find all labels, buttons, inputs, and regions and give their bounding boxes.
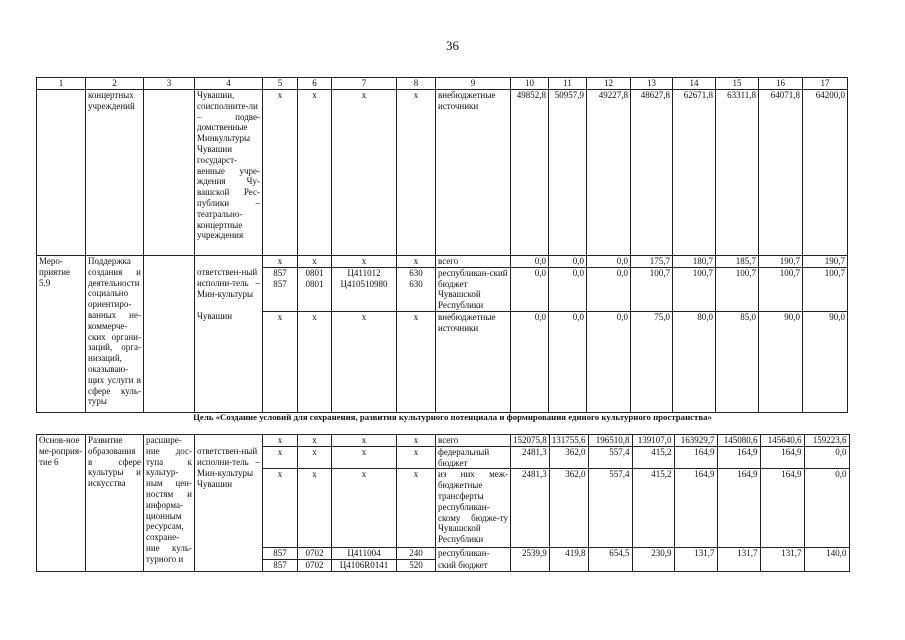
cell-value: 90,0 xyxy=(803,311,848,412)
cell-value: 50957,9 xyxy=(549,90,587,256)
cell-source: республикан- xyxy=(436,548,511,560)
cell-source: всего xyxy=(436,435,511,447)
vr-line: 630 xyxy=(409,278,423,289)
cell-rzpr: 0702 xyxy=(298,560,332,572)
cell-source: федеральный бюджет xyxy=(436,446,511,469)
cell-value: 100,7 xyxy=(759,267,803,311)
cell-value: 415,2 xyxy=(632,446,674,469)
cell-value: 90,0 xyxy=(759,311,803,412)
cell-value: 2481,3 xyxy=(511,469,550,548)
col-num-12: 12 xyxy=(587,78,631,90)
table-row xyxy=(37,90,848,256)
cell-vr: x xyxy=(397,256,436,268)
cell-value: 2539,9 xyxy=(511,548,550,572)
cell-goal: расшире-ние дос-тупа к культур-ным цен-ностям и информа-ционным ресурсам, сохране-ние куль-турного и xyxy=(144,435,195,572)
col-num-3: 3 xyxy=(144,78,195,90)
cell-grbs xyxy=(263,267,298,311)
cell-source: внебюджетные источники xyxy=(436,311,511,412)
cell-grbs: x xyxy=(263,311,298,412)
grbs-line: 857 xyxy=(273,267,287,278)
cell-grbs: x xyxy=(263,256,298,268)
cell-csr: x xyxy=(332,469,397,548)
cell-vr: x xyxy=(397,469,436,548)
cell-value: 75,0 xyxy=(631,311,673,412)
cell-source: внебюджетные источники xyxy=(436,90,511,256)
cell-value: 415,2 xyxy=(632,469,674,548)
cell-source: всего xyxy=(436,256,511,268)
cell-value: 100,7 xyxy=(803,267,848,311)
cell-grbs: 857 xyxy=(263,560,298,572)
cell-value: 230,9 xyxy=(632,548,674,572)
cell-grbs: 857 xyxy=(263,548,298,560)
cell-value: 48627,8 xyxy=(631,90,673,256)
cell-value: 0,0 xyxy=(511,311,549,412)
cell-value: 654,5 xyxy=(588,548,632,572)
col-num-11: 11 xyxy=(549,78,587,90)
cell-rzpr: x xyxy=(298,435,332,447)
budget-table-lower xyxy=(36,434,850,572)
cell-source: республикан-ский бюджет Чувашской Республики xyxy=(436,267,511,311)
page-number: 36 xyxy=(446,38,459,53)
cell-responsible xyxy=(195,256,263,268)
cell-value: 557,4 xyxy=(588,446,632,469)
cell-value: 152075,8 xyxy=(511,435,550,447)
cell-csr xyxy=(332,267,397,311)
cell-value: 419,8 xyxy=(549,548,588,572)
cell-value: 131,7 xyxy=(717,548,760,572)
cell-value: 190,7 xyxy=(803,256,848,268)
cell-csr: x xyxy=(332,256,397,268)
cell-value: 0,0 xyxy=(587,311,631,412)
cell-csr: x xyxy=(332,435,397,447)
cell-value: 0,0 xyxy=(804,469,849,548)
cell-value: 190,7 xyxy=(759,256,803,268)
col-num-17: 17 xyxy=(803,78,848,90)
cell-value: 164,9 xyxy=(674,446,717,469)
cell-vr: x xyxy=(397,435,436,447)
csr-line: Ц410510980 xyxy=(340,278,388,289)
cell-value: 64200,0 xyxy=(803,90,848,256)
col-num-15: 15 xyxy=(716,78,759,90)
cell-value: 0,0 xyxy=(511,267,549,311)
cell-goal xyxy=(144,90,195,256)
cell-responsible: ответствен-ный исполни-тель – Мин-культуры xyxy=(195,267,263,311)
cell-value: 100,7 xyxy=(716,267,759,311)
cell-value: 145640,6 xyxy=(760,435,804,447)
col-num-10: 10 xyxy=(511,78,549,90)
cell-value: 100,7 xyxy=(673,267,716,311)
grbs-line: 857 xyxy=(273,278,287,289)
cell-responsible: ответствен-ный исполни-тель – Мин-культуры Чувашии xyxy=(195,446,263,571)
cell-vr xyxy=(397,267,436,311)
cell-rzpr: x xyxy=(298,256,332,268)
cell-value: 164,9 xyxy=(717,446,760,469)
cell-csr: x xyxy=(332,311,397,412)
cell-value: 159223,6 xyxy=(804,435,849,447)
col-num-4: 4 xyxy=(195,78,263,90)
cell-value: 164,9 xyxy=(674,469,717,548)
cell-value: 80,0 xyxy=(673,311,716,412)
cell-value: 180,7 xyxy=(673,256,716,268)
cell-rzpr: x xyxy=(298,90,332,256)
cell-grbs: x xyxy=(263,469,298,548)
cell-value: 131755,6 xyxy=(549,435,588,447)
cell-value: 139107,0 xyxy=(632,435,674,447)
cell-value: 164,9 xyxy=(760,446,804,469)
table-row xyxy=(37,435,850,447)
cell-value: 131,7 xyxy=(760,548,804,572)
cell-value: 85,0 xyxy=(716,311,759,412)
cell-value: 362,0 xyxy=(549,469,588,548)
cell-rzpr: x xyxy=(298,446,332,469)
cell-vr: x xyxy=(397,311,436,412)
col-num-1: 1 xyxy=(37,78,86,90)
cell-vr: 240 xyxy=(397,548,436,560)
cell-value: 163929,7 xyxy=(674,435,717,447)
cell-grbs: x xyxy=(263,90,298,256)
cell-value: 0,0 xyxy=(549,311,587,412)
cell-value: 185,7 xyxy=(716,256,759,268)
cell-rzpr: x xyxy=(298,469,332,548)
cell-value: 0,0 xyxy=(511,256,549,268)
cell-goal xyxy=(144,256,195,413)
col-num-2: 2 xyxy=(86,78,144,90)
cell-value: 49852,8 xyxy=(511,90,549,256)
cell-kind: Основ-ное ме-роприя-тие 6 xyxy=(37,435,86,572)
cell-value: 2481,3 xyxy=(511,446,550,469)
header-row xyxy=(37,78,848,90)
cell-value: 64071,8 xyxy=(759,90,803,256)
cell-rzpr xyxy=(298,267,332,311)
cell-csr: x xyxy=(332,446,397,469)
cell-grbs: x xyxy=(263,446,298,469)
rzpr-line: 0801 xyxy=(305,267,324,278)
cell-vr: x xyxy=(397,446,436,469)
cell-value: 0,0 xyxy=(549,256,587,268)
cell-vr: 520 xyxy=(397,560,436,572)
cell-name: концертных учреждений xyxy=(86,90,144,256)
cell-value: 0,0 xyxy=(549,267,587,311)
cell-csr: Ц411004 xyxy=(332,548,397,560)
col-num-16: 16 xyxy=(759,78,803,90)
table-row xyxy=(37,256,848,268)
cell-value: 175,7 xyxy=(631,256,673,268)
cell-value: 0,0 xyxy=(804,446,849,469)
cell-value: 145080,6 xyxy=(717,435,760,447)
cell-responsible xyxy=(195,435,263,447)
col-num-7: 7 xyxy=(332,78,397,90)
col-num-13: 13 xyxy=(631,78,673,90)
col-num-6: 6 xyxy=(298,78,332,90)
cell-value: 62671,8 xyxy=(673,90,716,256)
cell-rzpr: 0702 xyxy=(298,548,332,560)
cell-value: 0,0 xyxy=(587,267,631,311)
cell-value: 131,7 xyxy=(674,548,717,572)
cell-csr: x xyxy=(332,90,397,256)
goal-heading: Цель «Создание условий для сохранения, развития культурного потенциала и формирования единого культурного пространства» xyxy=(193,412,712,422)
budget-table-upper xyxy=(36,77,848,413)
cell-value: 164,9 xyxy=(717,469,760,548)
cell-source: из них меж-бюджетные трансферты республикан-скому бюдже-ту Чувашской Республики xyxy=(436,469,511,548)
cell-value: 164,9 xyxy=(760,469,804,548)
cell-value: 49227,8 xyxy=(587,90,631,256)
cell-name: Поддержка создания и деятельности социально ориентиро-ванных не-коммерче-ских органи-заций, орга-низаций, оказываю-щих услуги в сфере куль-туры xyxy=(86,256,144,413)
cell-value: 557,4 xyxy=(588,469,632,548)
col-num-5: 5 xyxy=(263,78,298,90)
cell-value: 0,0 xyxy=(587,256,631,268)
cell-vr: x xyxy=(397,90,436,256)
rzpr-line: 0801 xyxy=(305,278,324,289)
cell-rzpr: x xyxy=(298,311,332,412)
cell-name: Развитие образования в сфере культуры и искусства xyxy=(86,435,144,572)
csr-line: Ц411012 xyxy=(347,267,381,278)
cell-value: 362,0 xyxy=(549,446,588,469)
cell-responsible: Чувашии, соисполните-ли – подве-домственные Минкультуры Чувашии государст-венные учре-ждения Чу-вашской Рес-публики – театрально-концертные учреждения xyxy=(195,90,263,256)
cell-kind xyxy=(37,90,86,256)
cell-value: 100,7 xyxy=(631,267,673,311)
cell-grbs: x xyxy=(263,435,298,447)
cell-csr: Ц4106R0141 xyxy=(332,560,397,572)
cell-value: 63311,8 xyxy=(716,90,759,256)
col-num-9: 9 xyxy=(436,78,511,90)
col-num-8: 8 xyxy=(397,78,436,90)
vr-line: 630 xyxy=(409,267,423,278)
col-num-14: 14 xyxy=(673,78,716,90)
cell-responsible: Чувашии xyxy=(195,311,263,412)
cell-source: ский бюджет xyxy=(436,560,511,572)
cell-value: 196510,8 xyxy=(588,435,632,447)
cell-kind: Меро-приятие 5.9 xyxy=(37,256,86,413)
cell-value: 140,0 xyxy=(804,548,849,572)
